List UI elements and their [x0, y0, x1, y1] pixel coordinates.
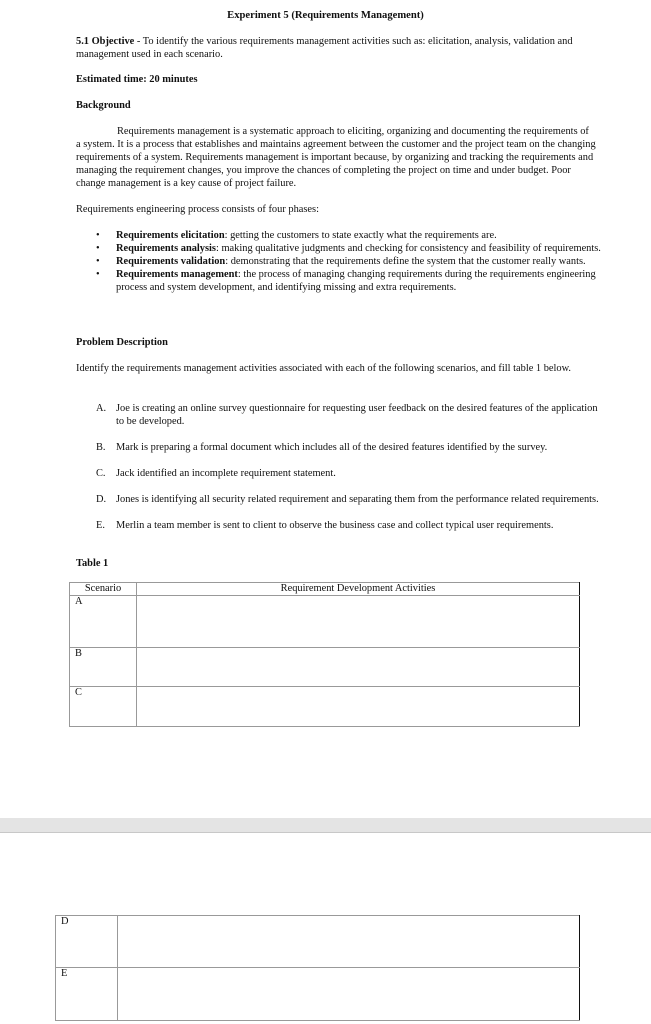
table-row [56, 968, 580, 1021]
activities-cell[interactable] [118, 968, 580, 1021]
scenario-letter: E. [96, 520, 105, 531]
scenario-cell: C [70, 687, 137, 727]
phases-list [96, 229, 606, 294]
requirements-table-continued [55, 915, 580, 1021]
table-caption: Table 1 [76, 558, 109, 569]
scenario-text: Joe is creating an online survey questionnaire for requesting user feedback on the desired features of the application to be developed. [116, 403, 598, 427]
scenario-list [96, 402, 606, 545]
phase-item-validation [96, 255, 606, 268]
objective-label: 5.1 Objective [76, 36, 135, 47]
activities-cell[interactable] [137, 687, 580, 727]
scenario-letter: C. [96, 468, 106, 479]
table-row [56, 916, 580, 968]
objective-paragraph [76, 35, 606, 61]
phase-item-analysis [96, 242, 606, 255]
activities-cell[interactable] [137, 648, 580, 687]
estimated-time: Estimated time: 20 minutes [76, 74, 198, 85]
scenario-item-a [96, 402, 606, 428]
scenario-cell: B [70, 648, 137, 687]
scenario-text: Jack identified an incomplete requirement statement. [116, 468, 336, 479]
phase-item-management [96, 268, 606, 294]
phase-term: Requirements analysis [116, 243, 216, 254]
table-header-row [70, 583, 580, 596]
phase-item-elicitation [96, 229, 606, 242]
objective-separator: - [134, 36, 143, 47]
phase-desc: : the process of managing changing requirements during the requirements engineering process and system development, and identifying missing and extra requirements. [116, 269, 596, 293]
objective-text: To identify the various requirements management activities such as: elicitation, analysis, validation and management used in each scenario. [76, 36, 573, 60]
scenario-letter: A. [96, 403, 107, 414]
bullet-icon: • [96, 269, 100, 280]
scenario-item-c [96, 467, 606, 480]
problem-heading: Problem Description [76, 337, 168, 348]
phase-term: Requirements elicitation [116, 230, 225, 241]
table-row [70, 687, 580, 727]
phases-intro: Requirements engineering process consists of four phases: [76, 204, 319, 215]
background-paragraph [76, 125, 596, 190]
phase-term: Requirements validation [116, 256, 226, 267]
phase-desc: : demonstrating that the requirements define the system that the customer really wants. [225, 256, 586, 267]
phase-desc: : making qualitative judgments and checking for consistency and feasibility of requirements. [215, 243, 601, 254]
phase-term: Requirements management [116, 269, 238, 280]
page-break [0, 818, 651, 833]
problem-intro: Identify the requirements management activities associated with each of the following scenarios, and fill table 1 below. [76, 363, 572, 374]
scenario-cell: D [56, 916, 118, 968]
phase-desc: : getting the customers to state exactly what the requirements are. [224, 230, 497, 241]
header-activities: Requirement Development Activities [137, 583, 580, 596]
document-title: Experiment 5 (Requirements Management) [227, 10, 424, 21]
scenario-text: Merlin a team member is sent to client to observe the business case and collect typical user requirements. [116, 520, 554, 531]
scenario-item-d [96, 493, 606, 506]
scenario-cell: A [70, 596, 137, 648]
scenario-cell: E [56, 968, 118, 1021]
scenario-text: Jones is identifying all security related requirement and separating them from the performance related requirements. [116, 494, 599, 505]
scenario-letter: D. [96, 494, 107, 505]
activities-cell[interactable] [118, 916, 580, 968]
background-heading: Background [76, 100, 131, 111]
scenario-item-e [96, 519, 606, 532]
table-row [70, 596, 580, 648]
requirements-table [69, 582, 580, 727]
header-scenario: Scenario [70, 583, 137, 596]
scenario-item-b [96, 441, 606, 454]
table-row [70, 648, 580, 687]
scenario-text: Mark is preparing a formal document which includes all of the desired features identified by the survey. [116, 442, 548, 453]
activities-cell[interactable] [137, 596, 580, 648]
bullet-icon: • [96, 256, 100, 267]
bullet-icon: • [96, 230, 100, 241]
background-text: Requirements management is a systematic approach to eliciting, organizing and documenting the requirements of a system. It is a process that establishes and maintains agreement between the customer and the project team on the changing requirements of a system. Requirements management is important because, by organizing and tracking the requirements and managing the requirement changes, you improve the chances of completing the project on time and under budget. Poor change management is a key cause of project failure. [76, 126, 596, 189]
scenario-letter: B. [96, 442, 106, 453]
bullet-icon: • [96, 243, 100, 254]
